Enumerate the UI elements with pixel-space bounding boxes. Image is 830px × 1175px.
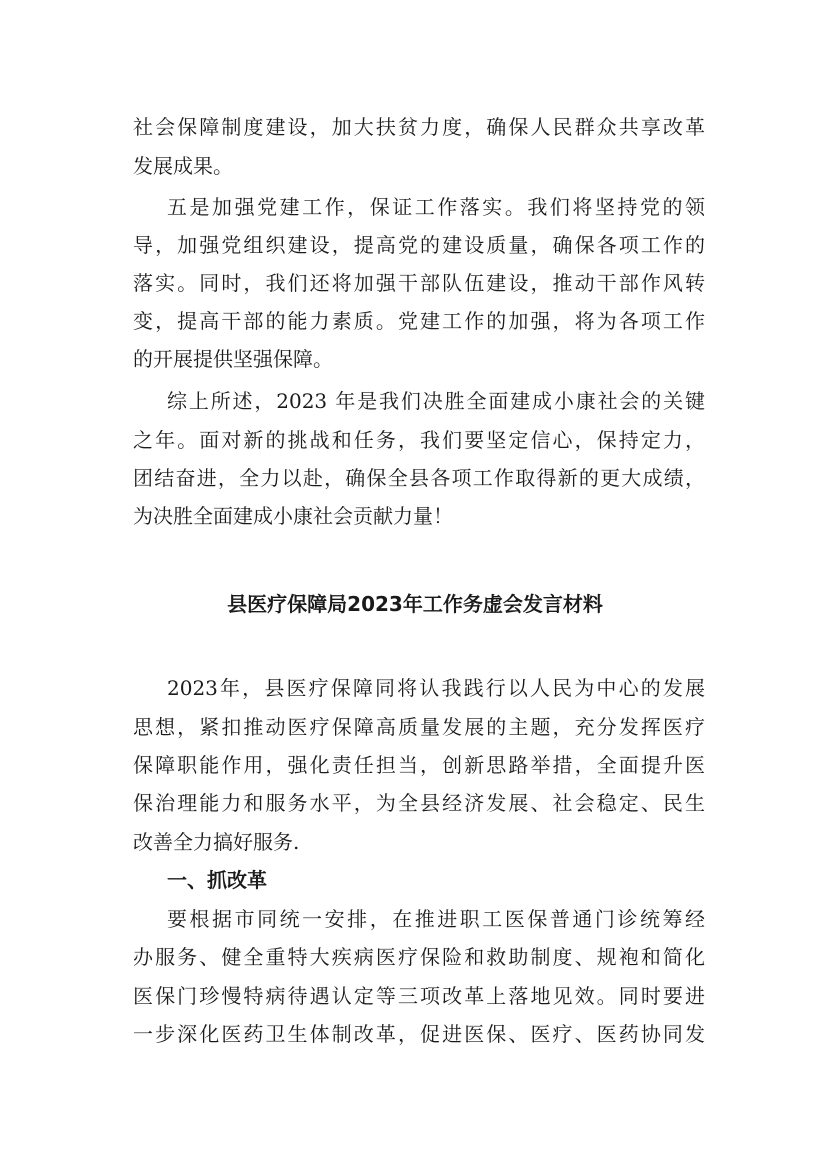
text-line: 一步深化医药卫生体制改革，促进医保、医疗、医药协同发 (133, 1022, 705, 1046)
document-title: 县医疗保障局2023年工作务虚会发言材料 (227, 592, 603, 616)
text-line: 发展成果。 (133, 154, 233, 178)
text-line: 改善全力搞好服务. (133, 830, 300, 854)
text-line: 思想，紧扣推动医疗保障高质量发展的主题，充分发挥医疗 (133, 715, 705, 739)
text-line: 要根据市同统一安排，在推进职工医保普通门诊统筹经 (167, 907, 705, 931)
text-line: 综上所述，2023 年是我们决胜全面建成小康社会的关键 (167, 389, 705, 413)
text-line: 落实。同时，我们还将加强干部队伍建设，推动干部作风转 (133, 271, 705, 295)
text-line: 保障职能作用，强化责任担当，创新思路举措，全面提升医 (133, 753, 705, 777)
text-line: 团结奋进，全力以赴，确保全县各项工作取得新的更大成绩， (133, 466, 705, 490)
text-line: 2023年，县医疗保障同将认我践行以人民为中心的发展 (167, 676, 705, 700)
text-line: 五是加强党建工作，保证工作落实。我们将坚持党的领 (167, 195, 705, 219)
text-line: 变，提高干部的能力素质。党建工作的加强，将为各项工作 (133, 309, 705, 333)
text-line: 导，加强党组织建设，提高党的建设质量，确保各项工作的 (133, 233, 705, 257)
section-heading: 一、抓改革 (167, 868, 267, 892)
text-line: 为决胜全面建成小康社会贡献力量！ (133, 504, 453, 528)
text-line: 之年。面对新的挑战和任务，我们要坚定信心，保持定力， (133, 428, 705, 452)
text-line: 保治理能力和服务水平，为全县经济发展、社会稳定、民生 (133, 791, 705, 815)
text-line: 的开展提供坚强保障。 (133, 347, 333, 371)
text-line: 办服务、健全重特大疾病医疗保险和救助制度、规袍和简化 (133, 945, 705, 969)
text-line: 社会保障制度建设，加大扶贫力度，确保人民群众共享改革 (133, 115, 705, 139)
text-line: 医保门珍慢特病待遇认定等三项改革上落地见效。同时要进 (133, 984, 705, 1008)
